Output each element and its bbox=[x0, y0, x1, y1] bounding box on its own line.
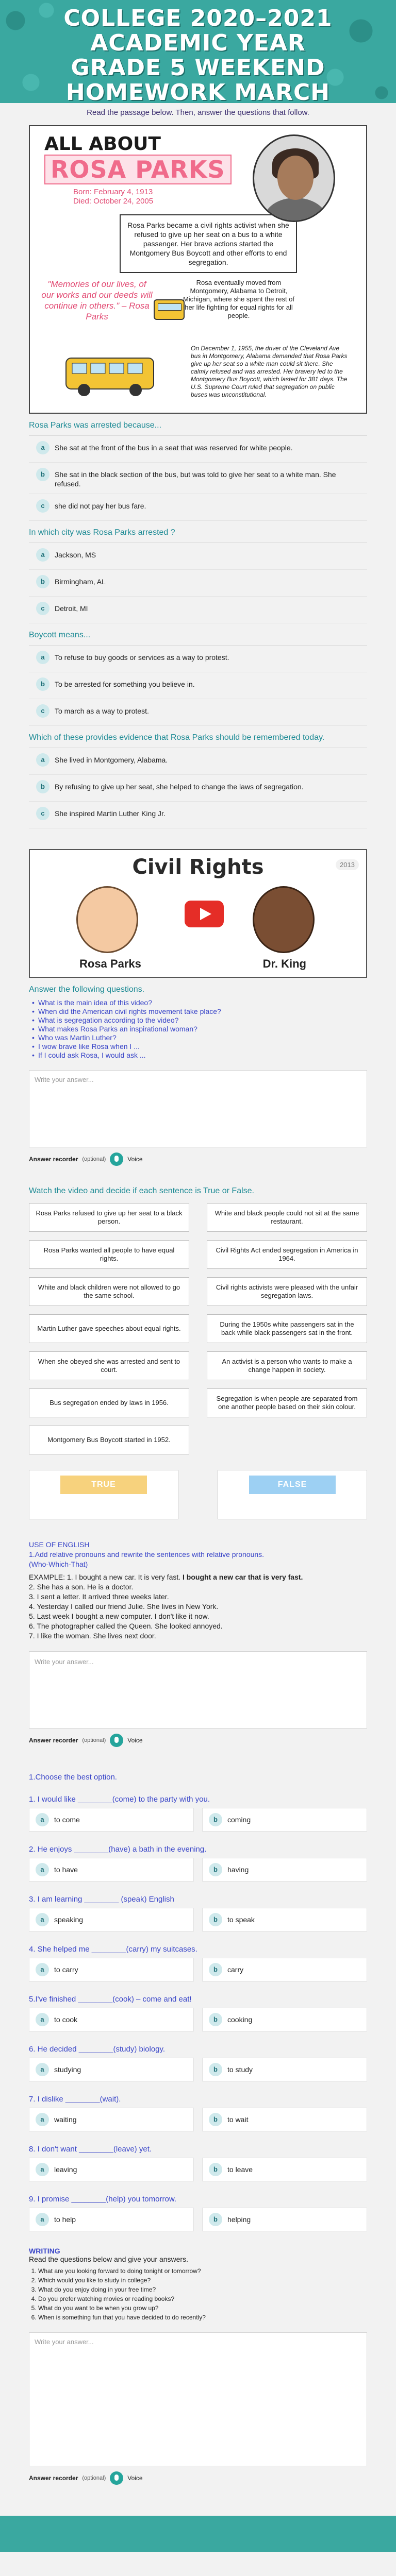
answer-option[interactable] bbox=[29, 646, 367, 672]
draggable-card[interactable]: Civil rights activists were pleased with the unfair segregation laws. bbox=[207, 1277, 367, 1306]
draggable-card[interactable]: White and black children were not allowed to go the same school. bbox=[29, 1277, 189, 1306]
summary-quote-box: Rosa Parks became a civil rights activist when she refused to give up her seat on a bus to a white passenger. Her brave actions started the Montgomery Bus Boycott and other efforts to end segregation. bbox=[120, 214, 297, 273]
mc-option-b[interactable]: b to leave bbox=[202, 2158, 367, 2181]
answer-option[interactable] bbox=[29, 748, 367, 775]
microphone-icon[interactable] bbox=[110, 1734, 123, 1747]
writing-question: 3. What do you enjoy doing in your free time? bbox=[38, 2285, 367, 2294]
use-of-english bbox=[29, 1540, 367, 1747]
mc-option-b[interactable]: b having bbox=[202, 1858, 367, 1882]
option-badge: a bbox=[36, 548, 50, 562]
option-text: She sat at the front of the bus in a seat that was reserved for white people. bbox=[55, 444, 293, 452]
option-badge: c bbox=[36, 602, 50, 615]
mc-question: 3. I am learning ________ (speak) English bbox=[29, 1895, 174, 1904]
draggable-card[interactable]: Montgomery Bus Boycott started in 1952. bbox=[29, 1426, 189, 1454]
true-false-section bbox=[29, 1187, 367, 1196]
option-badge: b bbox=[36, 677, 50, 691]
true-drop-zone[interactable] bbox=[29, 1470, 178, 1519]
grammar-item: 6. The photographer called the Queen. She looked annoyed. bbox=[29, 1622, 223, 1630]
mc-option-a[interactable]: a speaking bbox=[29, 1908, 194, 1931]
question-item: • If I could ask Rosa, I would ask ... bbox=[38, 1051, 367, 1060]
mc-question: 2. He enjoys ________(have) a bath in the evening. bbox=[29, 1845, 207, 1854]
mc-option-a[interactable]: a to cook bbox=[29, 2008, 194, 2031]
question-item: • When did the American civil rights movement take place? bbox=[38, 1007, 367, 1016]
answer-recorder: Answer recorder (optional) Voice bbox=[29, 1734, 367, 1747]
mc-option-b[interactable]: b cooking bbox=[202, 2008, 367, 2031]
option-badge: a bbox=[36, 651, 50, 664]
king-illustration bbox=[253, 886, 315, 953]
option-text: Jackson, MS bbox=[55, 551, 96, 559]
option-badge: b bbox=[36, 780, 50, 793]
answer-option[interactable] bbox=[29, 699, 367, 726]
rosa-illustration bbox=[76, 886, 138, 953]
civil-rights-video[interactable] bbox=[29, 849, 367, 978]
option-badge: c bbox=[36, 499, 50, 513]
mc-question: 6. He decided ________(study) biology. bbox=[29, 2045, 166, 2054]
mc-option-b[interactable]: b helping bbox=[202, 2208, 367, 2231]
mc-option-a[interactable]: a studying bbox=[29, 2058, 194, 2081]
question-3 bbox=[29, 631, 367, 726]
rosa-parks-infographic bbox=[29, 125, 367, 414]
microphone-icon[interactable] bbox=[110, 1153, 123, 1166]
option-badge: a bbox=[36, 441, 50, 454]
answer-textarea[interactable]: Write your answer... bbox=[29, 1070, 367, 1147]
choose-best-option bbox=[29, 1773, 367, 2231]
question-title: Which of these provides evidence that Rosa Parks should be remembered today. bbox=[29, 733, 325, 742]
mc-option-b[interactable]: b to speak bbox=[202, 1908, 367, 1931]
footer-strip bbox=[0, 2516, 396, 2552]
option-badge: c bbox=[36, 807, 50, 820]
tf-cards-grid bbox=[29, 1203, 367, 1454]
question-title: Rosa Parks was arrested because... bbox=[29, 421, 162, 430]
question-1 bbox=[29, 421, 367, 521]
microphone-icon[interactable] bbox=[110, 2471, 123, 2485]
play-icon[interactable] bbox=[185, 901, 224, 927]
grammar-example: EXAMPLE: 1. I bought a new car. It is very fast. I bought a new car that is very fast. bbox=[29, 1573, 303, 1581]
grammar-item: 3. I sent a letter. It arrived three weeks later. bbox=[29, 1592, 169, 1601]
answer-option[interactable] bbox=[29, 543, 367, 570]
writing-title: WRITING bbox=[29, 2247, 60, 2255]
mc-question: 4. She helped me ________(carry) my suitcases. bbox=[29, 1945, 197, 1954]
writing-question: 1. What are you looking forward to doing tonight or tomorrow? bbox=[38, 2266, 367, 2276]
answer-option[interactable] bbox=[29, 463, 367, 494]
option-text: To refuse to buy goods or services as a way to protest. bbox=[55, 653, 229, 662]
grammar-subtitle: 1.Add relative pronouns and rewrite the sentences with relative pronouns. bbox=[29, 1550, 265, 1558]
tf-drop-targets bbox=[29, 1470, 367, 1519]
question-item: • What is segregation according to the video? bbox=[38, 1016, 367, 1025]
grammar-title: USE OF ENGLISH bbox=[29, 1540, 90, 1549]
answer-option[interactable] bbox=[29, 775, 367, 802]
died-date: Died: October 24, 2005 bbox=[73, 197, 154, 206]
answer-option[interactable] bbox=[29, 672, 367, 699]
answer-option[interactable] bbox=[29, 494, 367, 521]
false-drop-zone[interactable] bbox=[218, 1470, 367, 1519]
answer-option[interactable] bbox=[29, 802, 367, 828]
mc-option-b[interactable]: b coming bbox=[202, 1808, 367, 1832]
video-caption-left: Rosa Parks bbox=[79, 957, 141, 970]
answer-textarea[interactable]: Write your answer... bbox=[29, 2332, 367, 2466]
question-item: • Who was Martin Luther? bbox=[38, 1033, 367, 1042]
option-text: By refusing to give up her seat, she helped to change the laws of segregation. bbox=[55, 783, 304, 791]
option-text: She inspired Martin Luther King Jr. bbox=[55, 809, 166, 818]
option-text: To be arrested for something you believe in. bbox=[55, 680, 195, 688]
mc-question: 8. I don't want ________(leave) yet. bbox=[29, 2145, 152, 2154]
option-text: Detroit, MI bbox=[55, 604, 88, 613]
recorder-label: Answer recorder bbox=[29, 1156, 78, 1163]
option-text: She sat in the black section of the bus, but was told to give her seat to a white man. She refused. bbox=[55, 470, 336, 488]
hero-ribbon: ALL ABOUT bbox=[44, 133, 161, 155]
question-2 bbox=[29, 528, 367, 623]
video-year-badge: 2013 bbox=[336, 859, 359, 870]
born-date: Born: February 4, 1913 bbox=[73, 188, 153, 196]
bus-illustration bbox=[61, 343, 164, 399]
mc-option-a[interactable]: a to come bbox=[29, 1808, 194, 1832]
questions-title: Answer the following questions. bbox=[29, 985, 145, 994]
question-list bbox=[29, 998, 367, 1060]
draggable-card[interactable]: Bus segregation ended by laws in 1956. bbox=[29, 1388, 189, 1417]
header-banner bbox=[0, 0, 396, 103]
grammar-item: 2. She has a son. He is a doctor. bbox=[29, 1583, 134, 1591]
question-4 bbox=[29, 733, 367, 828]
answer-textarea[interactable]: Write your answer... bbox=[29, 1651, 367, 1728]
grammar-item: 4. Yesterday I called our friend Julie. She lives in New York. bbox=[29, 1602, 219, 1611]
draggable-card[interactable]: Rosa Parks wanted all people to have equal rights. bbox=[29, 1240, 189, 1269]
draggable-card[interactable]: When she obeyed she was arrested and sent to court. bbox=[29, 1351, 189, 1380]
draggable-card[interactable]: White and black people could not sit at the same restaurant. bbox=[207, 1203, 367, 1232]
question-item: • I wow brave like Rosa when I ... bbox=[38, 1042, 367, 1051]
mc-question: 1. I would like ________(come) to the party with you. bbox=[29, 1795, 210, 1804]
bus-note: Rosa eventually moved from Montgomery, Alabama to Detroit, Michigan, where she spent the rest of her life fighting for equal rights for all people. bbox=[183, 279, 295, 319]
instructions-text: Read the passage below. Then, answer the questions that follow. bbox=[87, 108, 309, 117]
tf-title: Watch the video and decide if each sentence is True or False. bbox=[29, 1187, 254, 1195]
question-item: • What is the main idea of this video? bbox=[38, 998, 367, 1007]
draggable-card[interactable]: Martin Luther gave speeches about equal rights. bbox=[29, 1314, 189, 1343]
grammar-item: 7. I like the woman. She lives next door. bbox=[29, 1632, 156, 1640]
video-questions bbox=[29, 985, 367, 1166]
true-label: TRUE bbox=[60, 1476, 147, 1494]
mc-option-a[interactable]: a leaving bbox=[29, 2158, 194, 2181]
draggable-card[interactable]: Civil Rights Act ended segregation in America in 1964. bbox=[207, 1240, 367, 1269]
mc-option-a[interactable]: a to help bbox=[29, 2208, 194, 2231]
header-title-line: GRADE 5 WEEKEND bbox=[71, 55, 325, 81]
answer-recorder bbox=[29, 1153, 367, 1166]
answer-recorder: Answer recorder (optional) Voice bbox=[29, 2471, 367, 2485]
writing-question: 5. What do you want to be when you grow up? bbox=[38, 2303, 367, 2313]
mc-option-a[interactable]: a to have bbox=[29, 1858, 194, 1882]
draggable-card[interactable]: Rosa Parks refused to give up her seat to a black person. bbox=[29, 1203, 189, 1232]
writing-question: 2. Which would you like to study in college? bbox=[38, 2276, 367, 2285]
mc-option-a[interactable]: a waiting bbox=[29, 2108, 194, 2131]
recorder-optional: (optional) bbox=[82, 1156, 106, 1162]
header-title-line: COLLEGE 2020–2021 bbox=[63, 5, 333, 31]
mc-option-b[interactable]: b carry bbox=[202, 1958, 367, 1981]
writing-section bbox=[29, 2247, 367, 2485]
option-badge: c bbox=[36, 704, 50, 718]
mc-option-a[interactable]: a to carry bbox=[29, 1958, 194, 1981]
option-badge: b bbox=[36, 575, 50, 588]
grammar-subtitle2: (Who-Which-That) bbox=[29, 1560, 88, 1568]
question-item: • What makes Rosa Parks an inspirational woman? bbox=[38, 1025, 367, 1033]
false-label: FALSE bbox=[249, 1476, 336, 1494]
question-title: In which city was Rosa Parks arrested ? bbox=[29, 528, 175, 537]
option-text: To march as a way to protest. bbox=[55, 707, 149, 715]
mc-option-b[interactable]: b to study bbox=[202, 2058, 367, 2081]
writing-question: 6. When is something fun that you have decided to do recently? bbox=[38, 2313, 367, 2322]
option-badge: b bbox=[36, 468, 50, 481]
answer-option[interactable] bbox=[29, 436, 367, 463]
draggable-card[interactable]: Segregation is when people are separated from one another people based on their skin colour. bbox=[207, 1388, 367, 1417]
mc-question: 9. I promise ________(help) you tomorrow. bbox=[29, 2195, 176, 2204]
option-text: she did not pay her bus fare. bbox=[55, 502, 146, 510]
draggable-card[interactable]: An activist is a person who wants to make a change happen in society. bbox=[207, 1351, 367, 1380]
writing-question: 4. Do you prefer watching movies or reading books? bbox=[38, 2294, 367, 2303]
mc-option-b[interactable]: b to wait bbox=[202, 2108, 367, 2131]
mc-question: 5.I've finished ________(cook) – come and eat! bbox=[29, 1995, 192, 2004]
writing-subtitle: Read the questions below and give your answers. bbox=[29, 2255, 188, 2263]
mc-question: 7. I dislike ________(wait). bbox=[29, 2095, 121, 2104]
header-title-line: HOMEWORK MARCH bbox=[65, 79, 331, 103]
option-badge: a bbox=[36, 753, 50, 767]
video-title: Civil Rights bbox=[132, 855, 264, 879]
writing-questions bbox=[29, 2266, 367, 2322]
rosa-quote: "Memories of our lives, of our works and our deeds will continue in others." – Rosa Parks bbox=[41, 279, 153, 321]
history-note: On December 1, 1955, the driver of the Cleveland Ave bus in Montgomery, Alabama demanded that Rosa Parks give up her seat so a white man could sit there. She calmly refused and was arrested. Her bravery led to the Montgomery Bus Boycott, which lasted for 381 days. The U.S. Supreme Court ruled that segregation on public buses was unconstitutional. bbox=[191, 345, 348, 398]
hero-name: ROSA PARKS bbox=[44, 155, 232, 184]
grammar-item: 5. Last week I bought a new computer. I don't like it now. bbox=[29, 1612, 209, 1620]
option-text: Birmingham, AL bbox=[55, 578, 106, 586]
option-text: She lived in Montgomery, Alabama. bbox=[55, 756, 168, 764]
video-caption-right: Dr. King bbox=[262, 957, 306, 970]
header-title-line: ACADEMIC YEAR bbox=[90, 30, 306, 56]
mc-title: 1.Choose the best option. bbox=[29, 1773, 117, 1782]
answer-option[interactable] bbox=[29, 597, 367, 623]
voice-label: Voice bbox=[127, 1156, 143, 1163]
draggable-card[interactable]: During the 1950s white passengers sat in the back while black passengers sat in the front. bbox=[207, 1314, 367, 1343]
answer-option[interactable] bbox=[29, 570, 367, 597]
portrait-illustration bbox=[253, 134, 335, 222]
question-title: Boycott means... bbox=[29, 631, 91, 639]
